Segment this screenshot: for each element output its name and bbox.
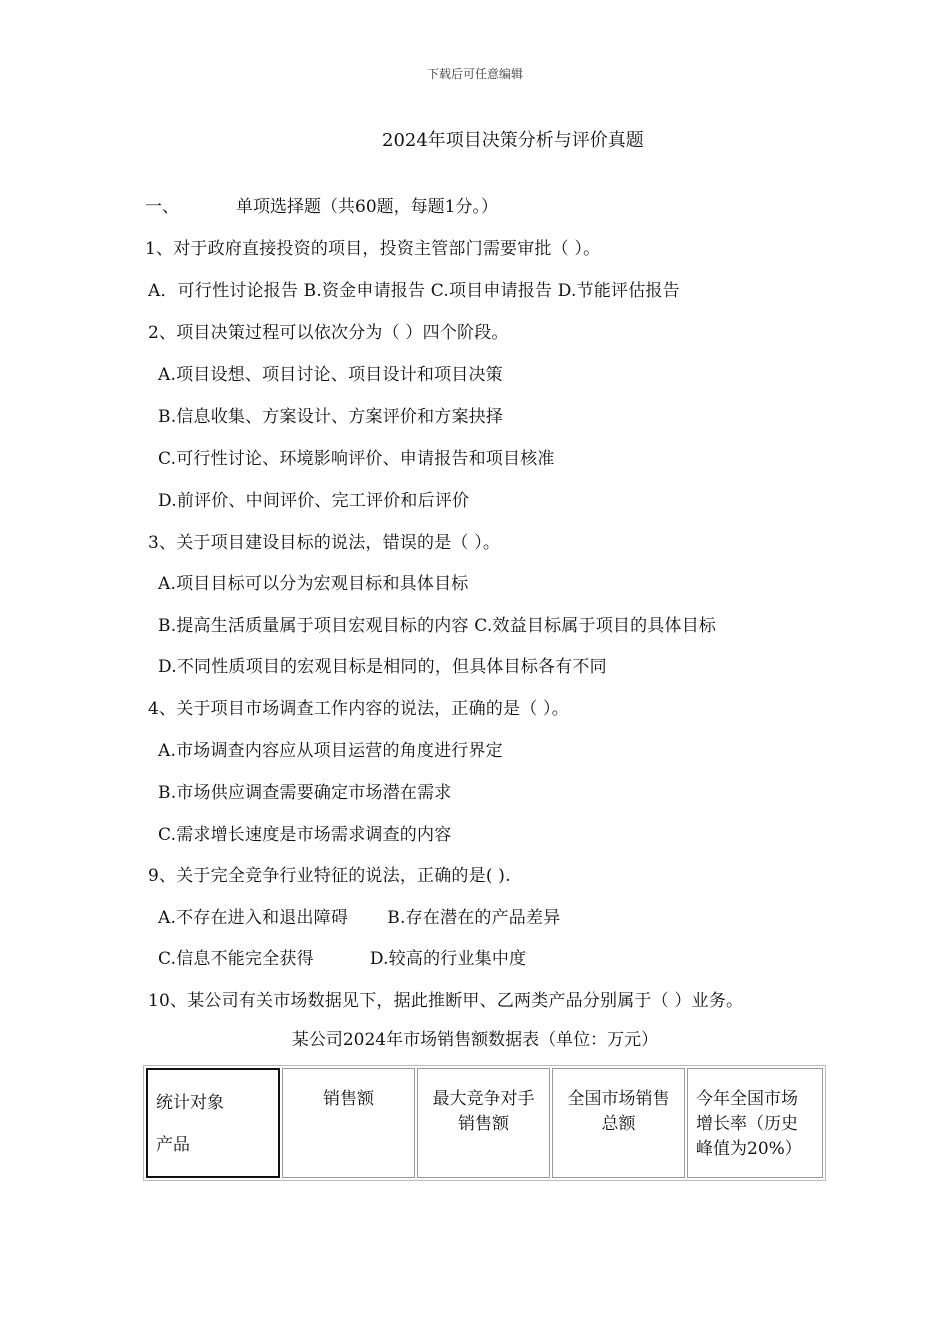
question-9-options-ab: A.不存在进入和退出障碍 B.存在潜在的产品差异 bbox=[158, 908, 561, 928]
header-cell-line: 产品 bbox=[156, 1135, 190, 1155]
section-number: 一、 bbox=[145, 197, 179, 217]
question-4-option-a: A.市场调查内容应从项目运营的角度进行界定 bbox=[158, 741, 503, 761]
question-10: 10、某公司有关市场数据见下，据此推断甲、乙两类产品分别属于（ ）业务。 bbox=[148, 991, 744, 1011]
header-cell-subject bbox=[146, 1068, 280, 1178]
question-3-option-d: D.不同性质项目的宏观目标是相同的，但具体目标各有不同 bbox=[158, 657, 607, 677]
header-cell-line: 峰值为20%） bbox=[696, 1139, 802, 1159]
page-header-note: 下载后可任意编辑 bbox=[426, 67, 523, 81]
header-cell-line: 今年全国市场 bbox=[696, 1089, 798, 1109]
question-3: 3、关于项目建设目标的说法，错误的是（ ）。 bbox=[148, 533, 501, 553]
question-4-option-c: C.需求增长速度是市场需求调查的内容 bbox=[158, 825, 452, 845]
question-1: 1、对于政府直接投资的项目，投资主管部门需要审批（ ）。 bbox=[145, 239, 601, 259]
question-2-option-c: C.可行性讨论、环境影响评价、申请报告和项目核准 bbox=[158, 449, 555, 469]
question-2: 2、项目决策过程可以依次分为（ ）四个阶段。 bbox=[148, 323, 509, 343]
question-9: 9、关于完全竞争行业特征的说法，正确的是( ). bbox=[148, 866, 511, 886]
page-title: 2024年项目决策分析与评价真题 bbox=[382, 130, 644, 151]
question-1-options: A．可行性讨论报告 B.资金申请报告 C.项目申请报告 D.节能评估报告 bbox=[148, 281, 680, 301]
question-3-option-a: A.项目目标可以分为宏观目标和具体目标 bbox=[158, 574, 469, 594]
question-9-options-cd: C.信息不能完全获得 D.较高的行业集中度 bbox=[158, 949, 527, 969]
table-header-row bbox=[146, 1068, 823, 1178]
header-cell-line: 销售额 bbox=[323, 1089, 374, 1109]
header-cell-line: 销售额 bbox=[458, 1114, 509, 1134]
header-cell-growth-rate bbox=[687, 1068, 823, 1178]
header-cell-line: 统计对象 bbox=[156, 1093, 224, 1113]
header-cell-line: 最大竞争对手 bbox=[432, 1089, 535, 1109]
question-3-option-bc: B.提高生活质量属于项目宏观目标的内容 C.效益目标属于项目的具体目标 bbox=[158, 616, 717, 636]
question-2-option-b: B.信息收集、方案设计、方案评价和方案抉择 bbox=[158, 407, 504, 427]
section-heading: 单项选择题（共60题，每题1分。） bbox=[236, 197, 498, 217]
header-cell-line: 增长率（历史 bbox=[696, 1114, 798, 1134]
header-cell-national-total bbox=[552, 1068, 685, 1178]
question-4-option-b: B.市场供应调查需要确定市场潜在需求 bbox=[158, 783, 452, 803]
question-2-option-d: D.前评价、中间评价、完工评价和后评价 bbox=[158, 491, 470, 511]
table-caption: 某公司2024年市场销售额数据表（单位：万元） bbox=[291, 1030, 659, 1050]
market-data-table bbox=[143, 1065, 826, 1181]
header-cell-line: 总额 bbox=[601, 1114, 636, 1134]
question-4: 4、关于项目市场调查工作内容的说法，正确的是（ ）。 bbox=[148, 699, 569, 719]
header-cell-competitor-sales bbox=[417, 1068, 550, 1178]
header-cell-sales bbox=[282, 1068, 415, 1178]
question-2-option-a: A.项目设想、项目讨论、项目设计和项目决策 bbox=[158, 365, 503, 385]
header-cell-line: 全国市场销售 bbox=[567, 1089, 670, 1109]
